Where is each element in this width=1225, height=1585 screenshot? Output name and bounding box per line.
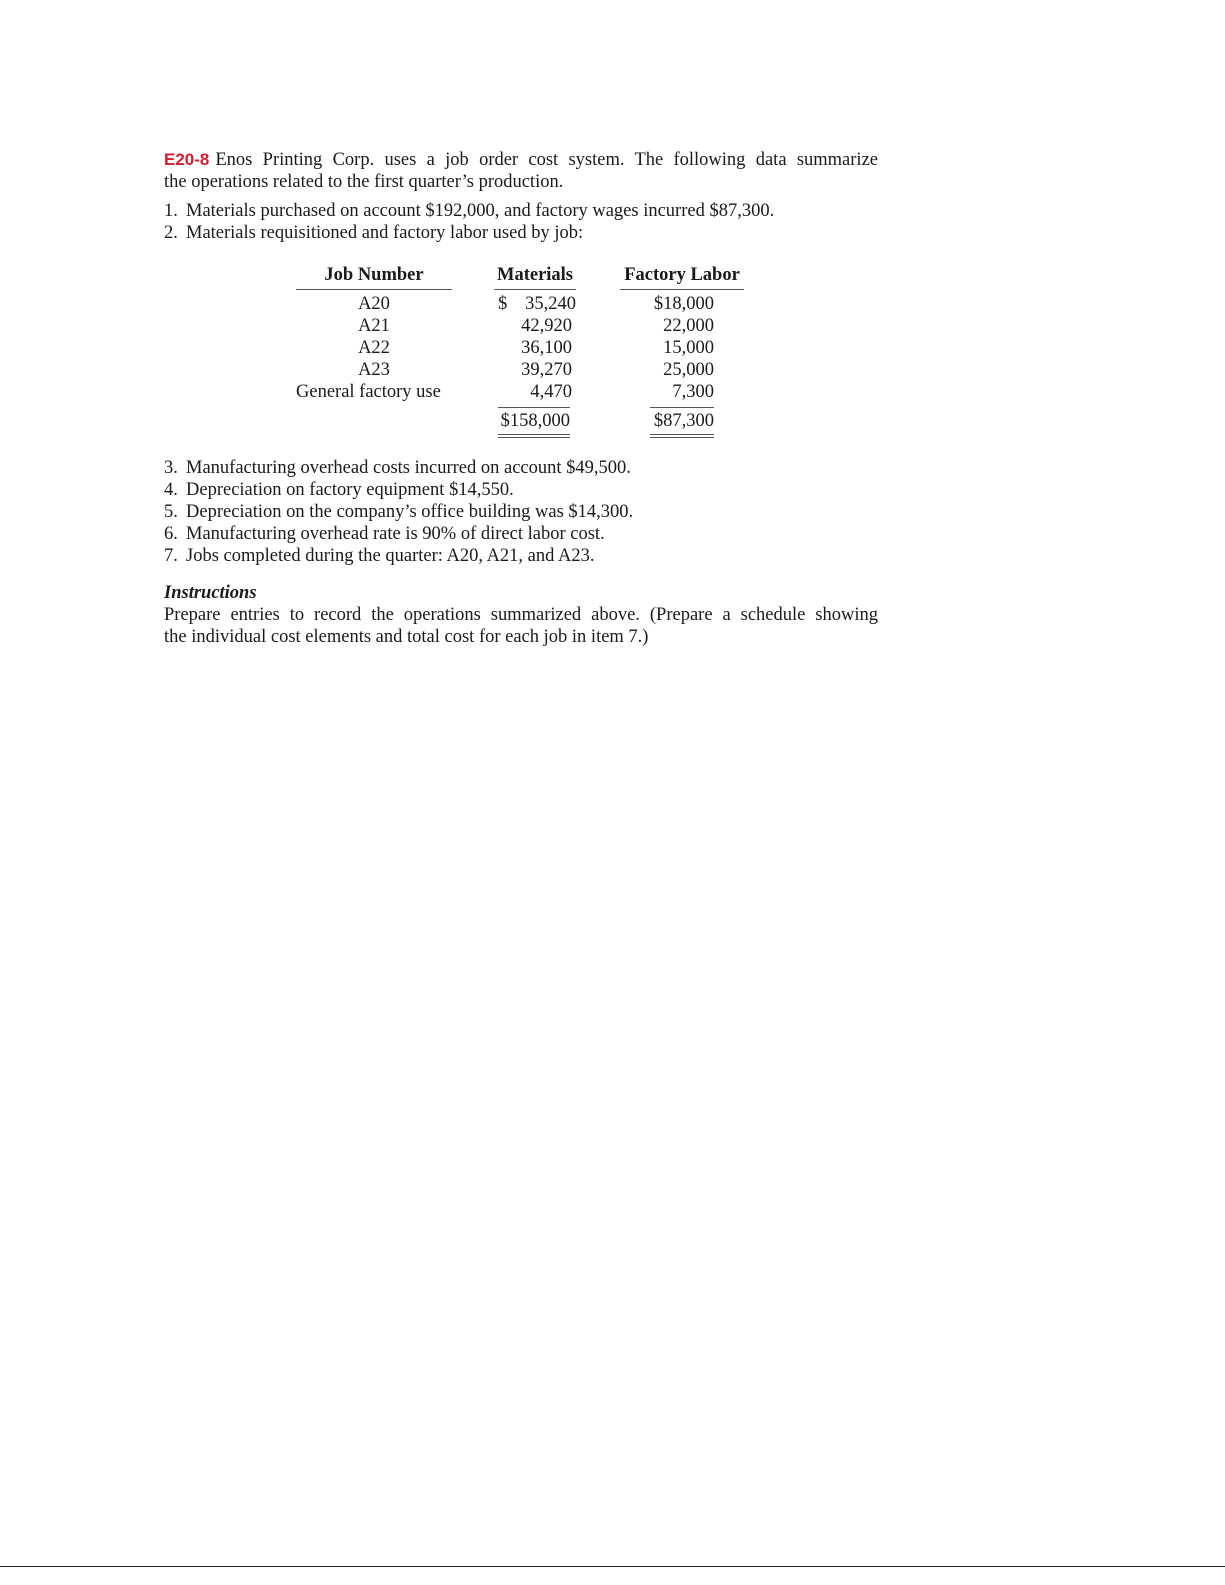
table-cell-materials: 42,920 (521, 316, 572, 336)
instructions-heading: Instructions (164, 583, 257, 603)
item-list-part2 (164, 457, 884, 567)
table-cell-materials: 39,270 (521, 360, 572, 380)
labor-total-block (650, 407, 714, 438)
item-text: Manufacturing overhead rate is 90% of direct labor cost. (186, 524, 605, 544)
job-number-column (296, 263, 452, 403)
instructions-line-1: Prepare entries to record the operations summarized above. (Prepare a schedule showing (164, 605, 878, 625)
item-text: Materials purchased on account $192,000, and factory wages incurred $87,300. (186, 201, 775, 221)
exercise-id: E20-8 (164, 150, 210, 169)
materials-total-block (498, 407, 570, 438)
exercise-intro (164, 149, 884, 193)
list-item (164, 479, 884, 501)
materials-value: 35,240 (525, 294, 576, 314)
list-item (164, 545, 884, 567)
item-text: Materials requisitioned and factory labor used by job: (186, 223, 584, 243)
table-cell-labor: 25,000 (663, 360, 714, 380)
item-number: 6. (164, 524, 178, 544)
instructions-line-2: the individual cost elements and total cost for each job in item 7.) (164, 627, 649, 647)
job-number-header: Job Number (324, 265, 424, 285)
item-number: 1. (164, 201, 178, 221)
table-cell-labor: $18,000 (653, 294, 714, 314)
materials-total: $158,000 (500, 411, 570, 431)
double-underline (650, 434, 714, 438)
item-number: 3. (164, 458, 178, 478)
table-cell-materials (494, 293, 576, 315)
table-cell-job: A22 (358, 338, 390, 358)
list-item (164, 457, 884, 479)
table-cell-job: A21 (358, 316, 390, 336)
item-text: Depreciation on the company’s office building was $14,300. (186, 502, 634, 522)
factory-labor-column (620, 263, 744, 438)
table-cell-job: General factory use (296, 382, 441, 402)
header-rule (620, 289, 744, 290)
materials-column (494, 263, 576, 438)
header-rule (494, 289, 576, 290)
table-cell-materials: 4,470 (530, 382, 572, 402)
item-text: Jobs completed during the quarter: A20, A21, and A23. (186, 546, 595, 566)
item-number: 2. (164, 223, 178, 243)
dollar-sign: $ (498, 294, 508, 314)
item-number: 5. (164, 502, 178, 522)
instructions-section (164, 582, 884, 648)
intro-text-1: Enos Printing Corp. uses a job order cost system. The following data summarize (215, 150, 878, 170)
table-cell-labor: 15,000 (663, 338, 714, 358)
item-number: 7. (164, 546, 178, 566)
item-number: 4. (164, 480, 178, 500)
list-item (164, 523, 884, 545)
list-item (164, 200, 884, 222)
item-text: Manufacturing overhead costs incurred on account $49,500. (186, 458, 631, 478)
header-rule (296, 289, 452, 290)
factory-labor-header: Factory Labor (624, 265, 740, 285)
list-item (164, 501, 884, 523)
table-cell-labor: 22,000 (663, 316, 714, 336)
table-cell-job: A20 (358, 294, 390, 314)
list-item (164, 222, 884, 244)
item-list-part1 (164, 200, 884, 244)
intro-line-2: the operations related to the first quarter’s production. (164, 172, 564, 192)
materials-header: Materials (496, 265, 574, 285)
table-cell-job: A23 (358, 360, 390, 380)
table-cell-materials: 36,100 (521, 338, 572, 358)
page-bottom-rule (0, 1566, 1225, 1567)
table-cell-labor: 7,300 (672, 382, 714, 402)
labor-total: $87,300 (653, 411, 714, 431)
intro-line-1 (164, 149, 878, 171)
item-text: Depreciation on factory equipment $14,550. (186, 480, 514, 500)
double-underline (498, 434, 570, 438)
